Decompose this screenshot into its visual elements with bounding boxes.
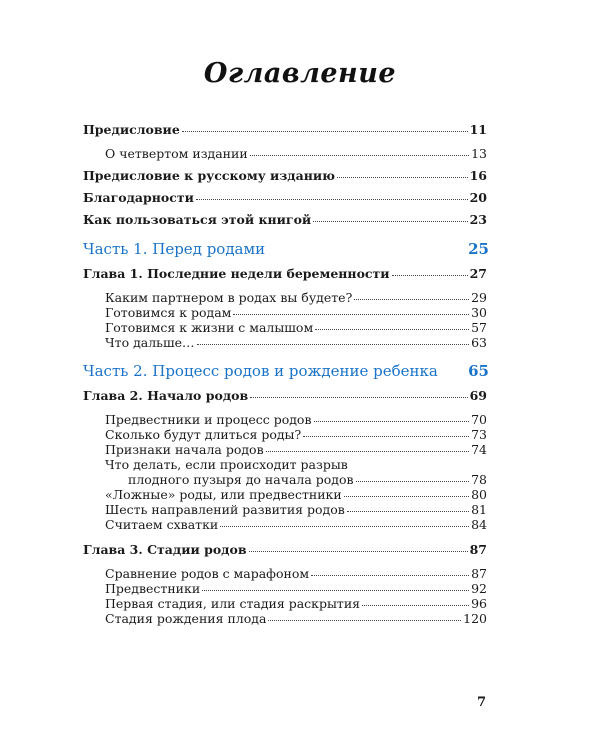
page-number: 7 — [477, 695, 487, 710]
dot-leader — [354, 299, 469, 300]
dot-leader — [220, 526, 469, 527]
dot-leader — [197, 344, 470, 345]
toc-entry-page: 23 — [469, 212, 487, 227]
toc-section[interactable] — [105, 305, 487, 320]
toc-chapter-page: 87 — [469, 542, 487, 557]
toc-section[interactable] — [105, 427, 487, 442]
toc-section[interactable] — [105, 502, 487, 517]
toc-section-page: 87 — [471, 566, 487, 581]
dot-leader — [362, 605, 469, 606]
toc-chapter-label: Глава 1. Последние недели беременности — [83, 266, 390, 281]
dot-leader — [392, 275, 468, 276]
toc-chapter-1[interactable] — [83, 266, 487, 281]
toc-section-page: 73 — [471, 427, 487, 442]
dot-leader — [313, 221, 467, 222]
toc-section-label: Что дальше… — [105, 335, 195, 350]
toc-chapter-page: 69 — [469, 388, 487, 403]
toc-part-2[interactable] — [83, 362, 489, 380]
toc-section[interactable] — [105, 412, 487, 427]
toc-section-page: 81 — [471, 502, 487, 517]
dot-leader — [196, 199, 468, 200]
toc-chapter-2[interactable] — [83, 388, 487, 403]
toc-section-label: Готовимся к родам — [105, 305, 232, 320]
toc-section-page: 80 — [471, 487, 487, 502]
toc-section-label: Предвестники — [105, 581, 201, 596]
toc-section-label: Признаки начала родов — [105, 442, 264, 457]
toc-section[interactable] — [105, 320, 487, 335]
toc-section-label: Сколько будут длиться роды? — [105, 427, 302, 442]
dot-leader — [266, 451, 469, 452]
toc-section[interactable] — [105, 566, 487, 581]
dot-leader — [315, 329, 469, 330]
toc-section-label: Шесть направлений развития родов — [105, 502, 345, 517]
toc-entry-label: Предисловие к русскому изданию — [83, 168, 335, 183]
toc-chapter-label: Глава 2. Начало родов — [83, 388, 249, 403]
dot-leader — [356, 481, 470, 482]
toc-entry-russian-preface[interactable] — [83, 168, 487, 183]
toc-part-label: Часть 1. Перед родами — [83, 240, 266, 258]
toc-section[interactable] — [105, 581, 487, 596]
toc-section-label: Считаем схватки — [105, 517, 219, 532]
toc-entry-label: Благодарности — [83, 190, 194, 205]
dot-leader — [249, 551, 468, 552]
dot-leader — [344, 496, 469, 497]
toc-section[interactable] — [128, 472, 487, 487]
toc-section-page: 57 — [471, 320, 487, 335]
page-title: Оглавление — [203, 58, 397, 89]
toc-section[interactable] — [105, 442, 487, 457]
toc-entry-page: 20 — [469, 190, 487, 205]
toc-section-page: 30 — [471, 305, 487, 320]
dot-leader — [311, 575, 469, 576]
toc-part-page: 65 — [468, 362, 489, 380]
toc-section-page: 78 — [471, 472, 487, 487]
toc-section[interactable] — [105, 517, 487, 532]
dot-leader — [202, 590, 469, 591]
dot-leader — [250, 155, 469, 156]
toc-chapter-3[interactable] — [83, 542, 487, 557]
toc-section-page: 84 — [471, 517, 487, 532]
dot-leader — [347, 511, 469, 512]
toc-section-page: 120 — [463, 611, 487, 626]
toc-section-label: Каким партнером в родах вы будете? — [105, 290, 353, 305]
toc-section-label: Стадия рождения плода — [105, 611, 267, 626]
toc-entry-fourth-edition[interactable] — [105, 146, 487, 161]
toc-entry-label: Как пользоваться этой книгой — [83, 212, 312, 227]
toc-section[interactable] — [105, 596, 487, 611]
dot-leader — [182, 131, 468, 132]
toc-entry-page: 13 — [471, 146, 487, 161]
toc-entry-label: О четвертом издании — [105, 146, 248, 161]
toc-section-page: 96 — [471, 596, 487, 611]
toc-part-1[interactable] — [83, 240, 489, 258]
dot-leader — [314, 421, 470, 422]
toc-section[interactable] — [105, 487, 487, 502]
toc-chapter-page: 27 — [469, 266, 487, 281]
dot-leader — [233, 314, 469, 315]
toc-entry-acknowledgements[interactable] — [83, 190, 487, 205]
toc-entry-page: 16 — [469, 168, 487, 183]
toc-section[interactable] — [105, 290, 487, 305]
toc-section-page: 63 — [471, 335, 487, 350]
dot-leader — [303, 436, 469, 437]
toc-entry-preface[interactable] — [83, 122, 487, 137]
toc-chapter-label: Глава 3. Стадии родов — [83, 542, 247, 557]
toc-section-page: 70 — [471, 412, 487, 427]
toc-part-page: 25 — [468, 240, 489, 258]
toc-entry-how-to-use[interactable] — [83, 212, 487, 227]
toc-section-label: плодного пузыря до начала родов — [128, 472, 354, 487]
toc-part-label: Часть 2. Процесс родов и рождение ребенка — [83, 362, 438, 380]
toc-section-label: Предвестники и процесс родов — [105, 412, 312, 427]
dot-leader — [250, 397, 467, 398]
toc-section-page: 29 — [471, 290, 487, 305]
dot-leader — [268, 620, 461, 621]
toc-section-label-line1[interactable]: Что делать, если происходит разрыв — [105, 457, 348, 472]
toc-section-label: Готовимся к жизни с малышом — [105, 320, 314, 335]
toc-section[interactable] — [105, 335, 487, 350]
toc-section-label: Первая стадия, или стадия раскрытия — [105, 596, 361, 611]
toc-section-label: Сравнение родов с марафоном — [105, 566, 310, 581]
toc-entry-label: Предисловие — [83, 122, 180, 137]
dot-leader — [337, 177, 468, 178]
toc-section-label: «Ложные» роды, или предвестники — [105, 487, 342, 502]
toc-section-page: 74 — [471, 442, 487, 457]
toc-entry-page: 11 — [469, 122, 487, 137]
toc-section-page: 92 — [471, 581, 487, 596]
toc-section[interactable] — [105, 611, 487, 626]
